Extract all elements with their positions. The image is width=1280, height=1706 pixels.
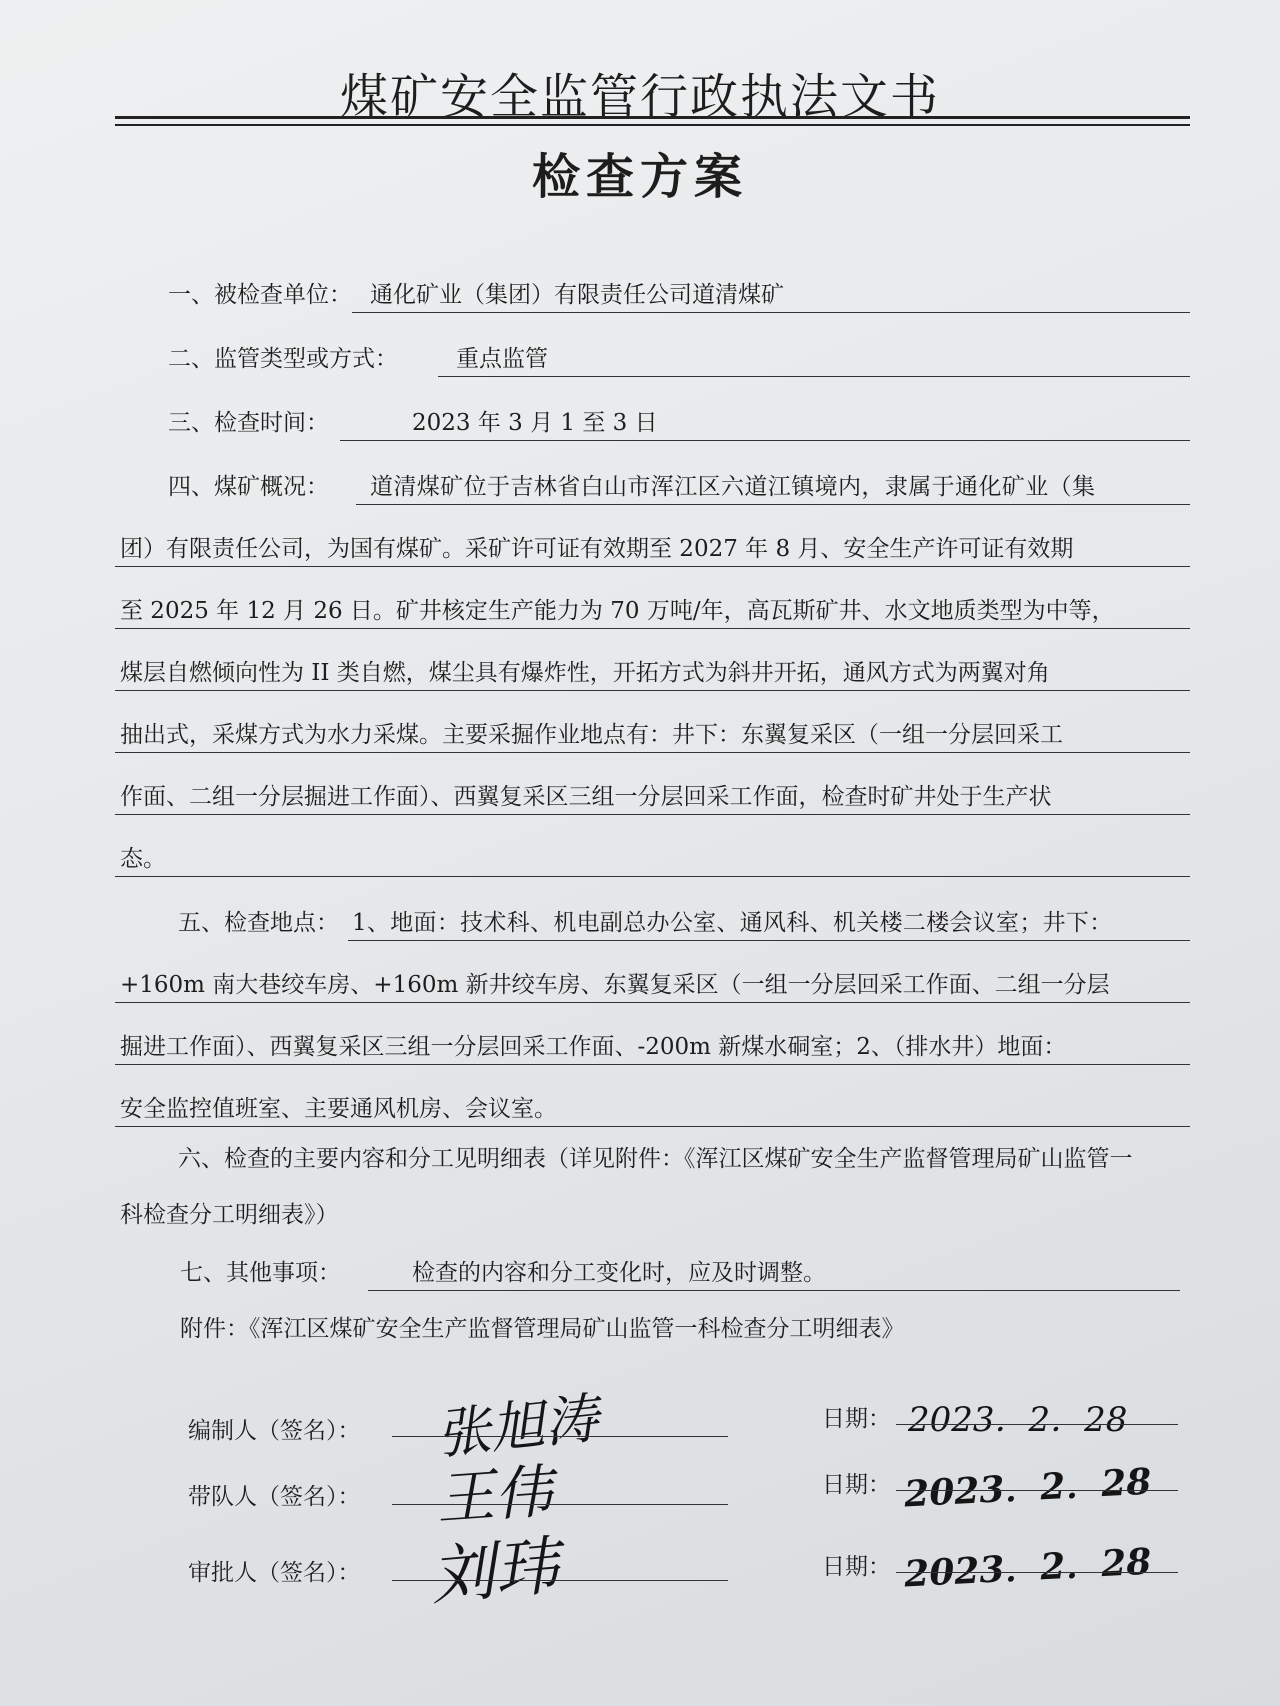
supervision-type-label: 二、监管类型或方式： xyxy=(168,346,398,372)
compiler-signature: 张旭涛 xyxy=(433,1386,602,1467)
leader-signature: 王伟 xyxy=(434,1457,555,1533)
signature-line xyxy=(392,1436,728,1437)
signature-line xyxy=(392,1504,728,1505)
overview-line-7: 态。 xyxy=(120,846,166,872)
location-line-1: 1、地面：技术科、机电副总办公室、通风科、机关楼二楼会议室；井下： xyxy=(352,910,1113,936)
header-title: 煤矿安全监管行政执法文书 xyxy=(339,69,940,125)
overview-line-1: 道清煤矿位于吉林省白山市浑江区六道江镇境内，隶属于通化矿业（集 xyxy=(370,474,1096,500)
underline xyxy=(115,690,1190,691)
underline xyxy=(115,1126,1190,1127)
overview-line-2: 团）有限责任公司，为国有煤矿。采矿许可证有效期至 2027 年 8 月、安全生产许可证有效期 xyxy=(120,536,1074,562)
compiler-date: 2023．2．28 xyxy=(908,1400,1128,1440)
inspection-time-label: 三、检查时间： xyxy=(168,410,329,436)
signature-line xyxy=(392,1580,728,1581)
location-line-3: 掘进工作面）、西翼复采区三组一分层回采工作面、-200m 新煤水硐室；2、（排水井）地面： xyxy=(120,1034,1067,1060)
header-rule-thin xyxy=(115,124,1190,126)
date-line xyxy=(896,1490,1178,1491)
content-line-2: 科检查分工明细表》） xyxy=(120,1202,339,1228)
approver-date: 2023．2．28 xyxy=(903,1540,1153,1596)
underline xyxy=(115,752,1190,753)
approver-signature-label: 审批人（签名）： xyxy=(188,1560,361,1586)
other-matters-label: 七、其他事项： xyxy=(180,1260,341,1286)
overview-line-4: 煤层自燃倾向性为 II 类自燃，煤尘具有爆炸性，开拓方式为斜井开拓，通风方式为两翼对角 xyxy=(120,660,1050,686)
leader-date-label: 日期： xyxy=(822,1472,891,1498)
inspection-location-label: 五、检查地点： xyxy=(178,910,339,936)
overview-line-3: 至 2025 年 12 月 26 日。矿井核定生产能力为 70 万吨/年，高瓦斯矿井、水文地质类型为中等， xyxy=(120,598,1115,624)
underline xyxy=(352,312,1190,313)
underline xyxy=(348,940,1190,941)
leader-signature-label: 带队人（签名）： xyxy=(188,1484,361,1510)
inspected-unit-label: 一、被检查单位： xyxy=(168,282,352,308)
underline xyxy=(115,1002,1190,1003)
approver-date-label: 日期： xyxy=(822,1554,891,1580)
underline xyxy=(115,814,1190,815)
other-matters-value: 检查的内容和分工变化时，应及时调整。 xyxy=(412,1260,826,1286)
attachment-note: 附件：《浑江区煤矿安全生产监督管理局矿山监管一科检查分工明细表》 xyxy=(180,1316,905,1342)
inspection-time-value: 2023 年 3 月 1 至 3 日 xyxy=(412,410,658,436)
underline xyxy=(115,1064,1190,1065)
compiler-date-label: 日期： xyxy=(822,1406,891,1432)
location-line-2: +160m 南大巷绞车房、+160m 新井绞车房、东翼复采区（一组一分层回采工作面、二组一分层 xyxy=(120,972,1110,998)
underline xyxy=(340,440,1190,441)
underline xyxy=(356,504,1190,505)
location-line-4: 安全监控值班室、主要通风机房、会议室。 xyxy=(120,1096,557,1122)
supervision-type-value: 重点监管 xyxy=(456,346,548,372)
underline xyxy=(115,876,1190,877)
underline xyxy=(115,566,1190,567)
header-rule-thick xyxy=(115,116,1190,119)
content-line-1: 六、检查的主要内容和分工见明细表（详见附件：《浑江区煤矿安全生产监督管理局矿山监管一 xyxy=(178,1146,1133,1172)
underline xyxy=(368,1290,1180,1291)
leader-date: 2023．2．28 xyxy=(903,1460,1153,1516)
mine-overview-label: 四、煤矿概况： xyxy=(168,474,329,500)
date-line xyxy=(896,1424,1178,1425)
date-line xyxy=(896,1572,1178,1573)
overview-line-6: 作面、二组一分层掘进工作面）、西翼复采区三组一分层回采工作面，检查时矿井处于生产状 xyxy=(120,784,1052,810)
underline xyxy=(438,376,1190,377)
document-title: 检查方案 xyxy=(531,149,748,205)
inspected-unit-value: 通化矿业（集团）有限责任公司道清煤矿 xyxy=(370,282,784,308)
compiler-signature-label: 编制人（签名）： xyxy=(188,1418,361,1444)
overview-line-5: 抽出式，采煤方式为水力采煤。主要采掘作业地点有：井下：东翼复采区（一组一分层回采工 xyxy=(120,722,1063,748)
approver-signature: 刘玮 xyxy=(427,1529,562,1615)
underline xyxy=(115,628,1190,629)
